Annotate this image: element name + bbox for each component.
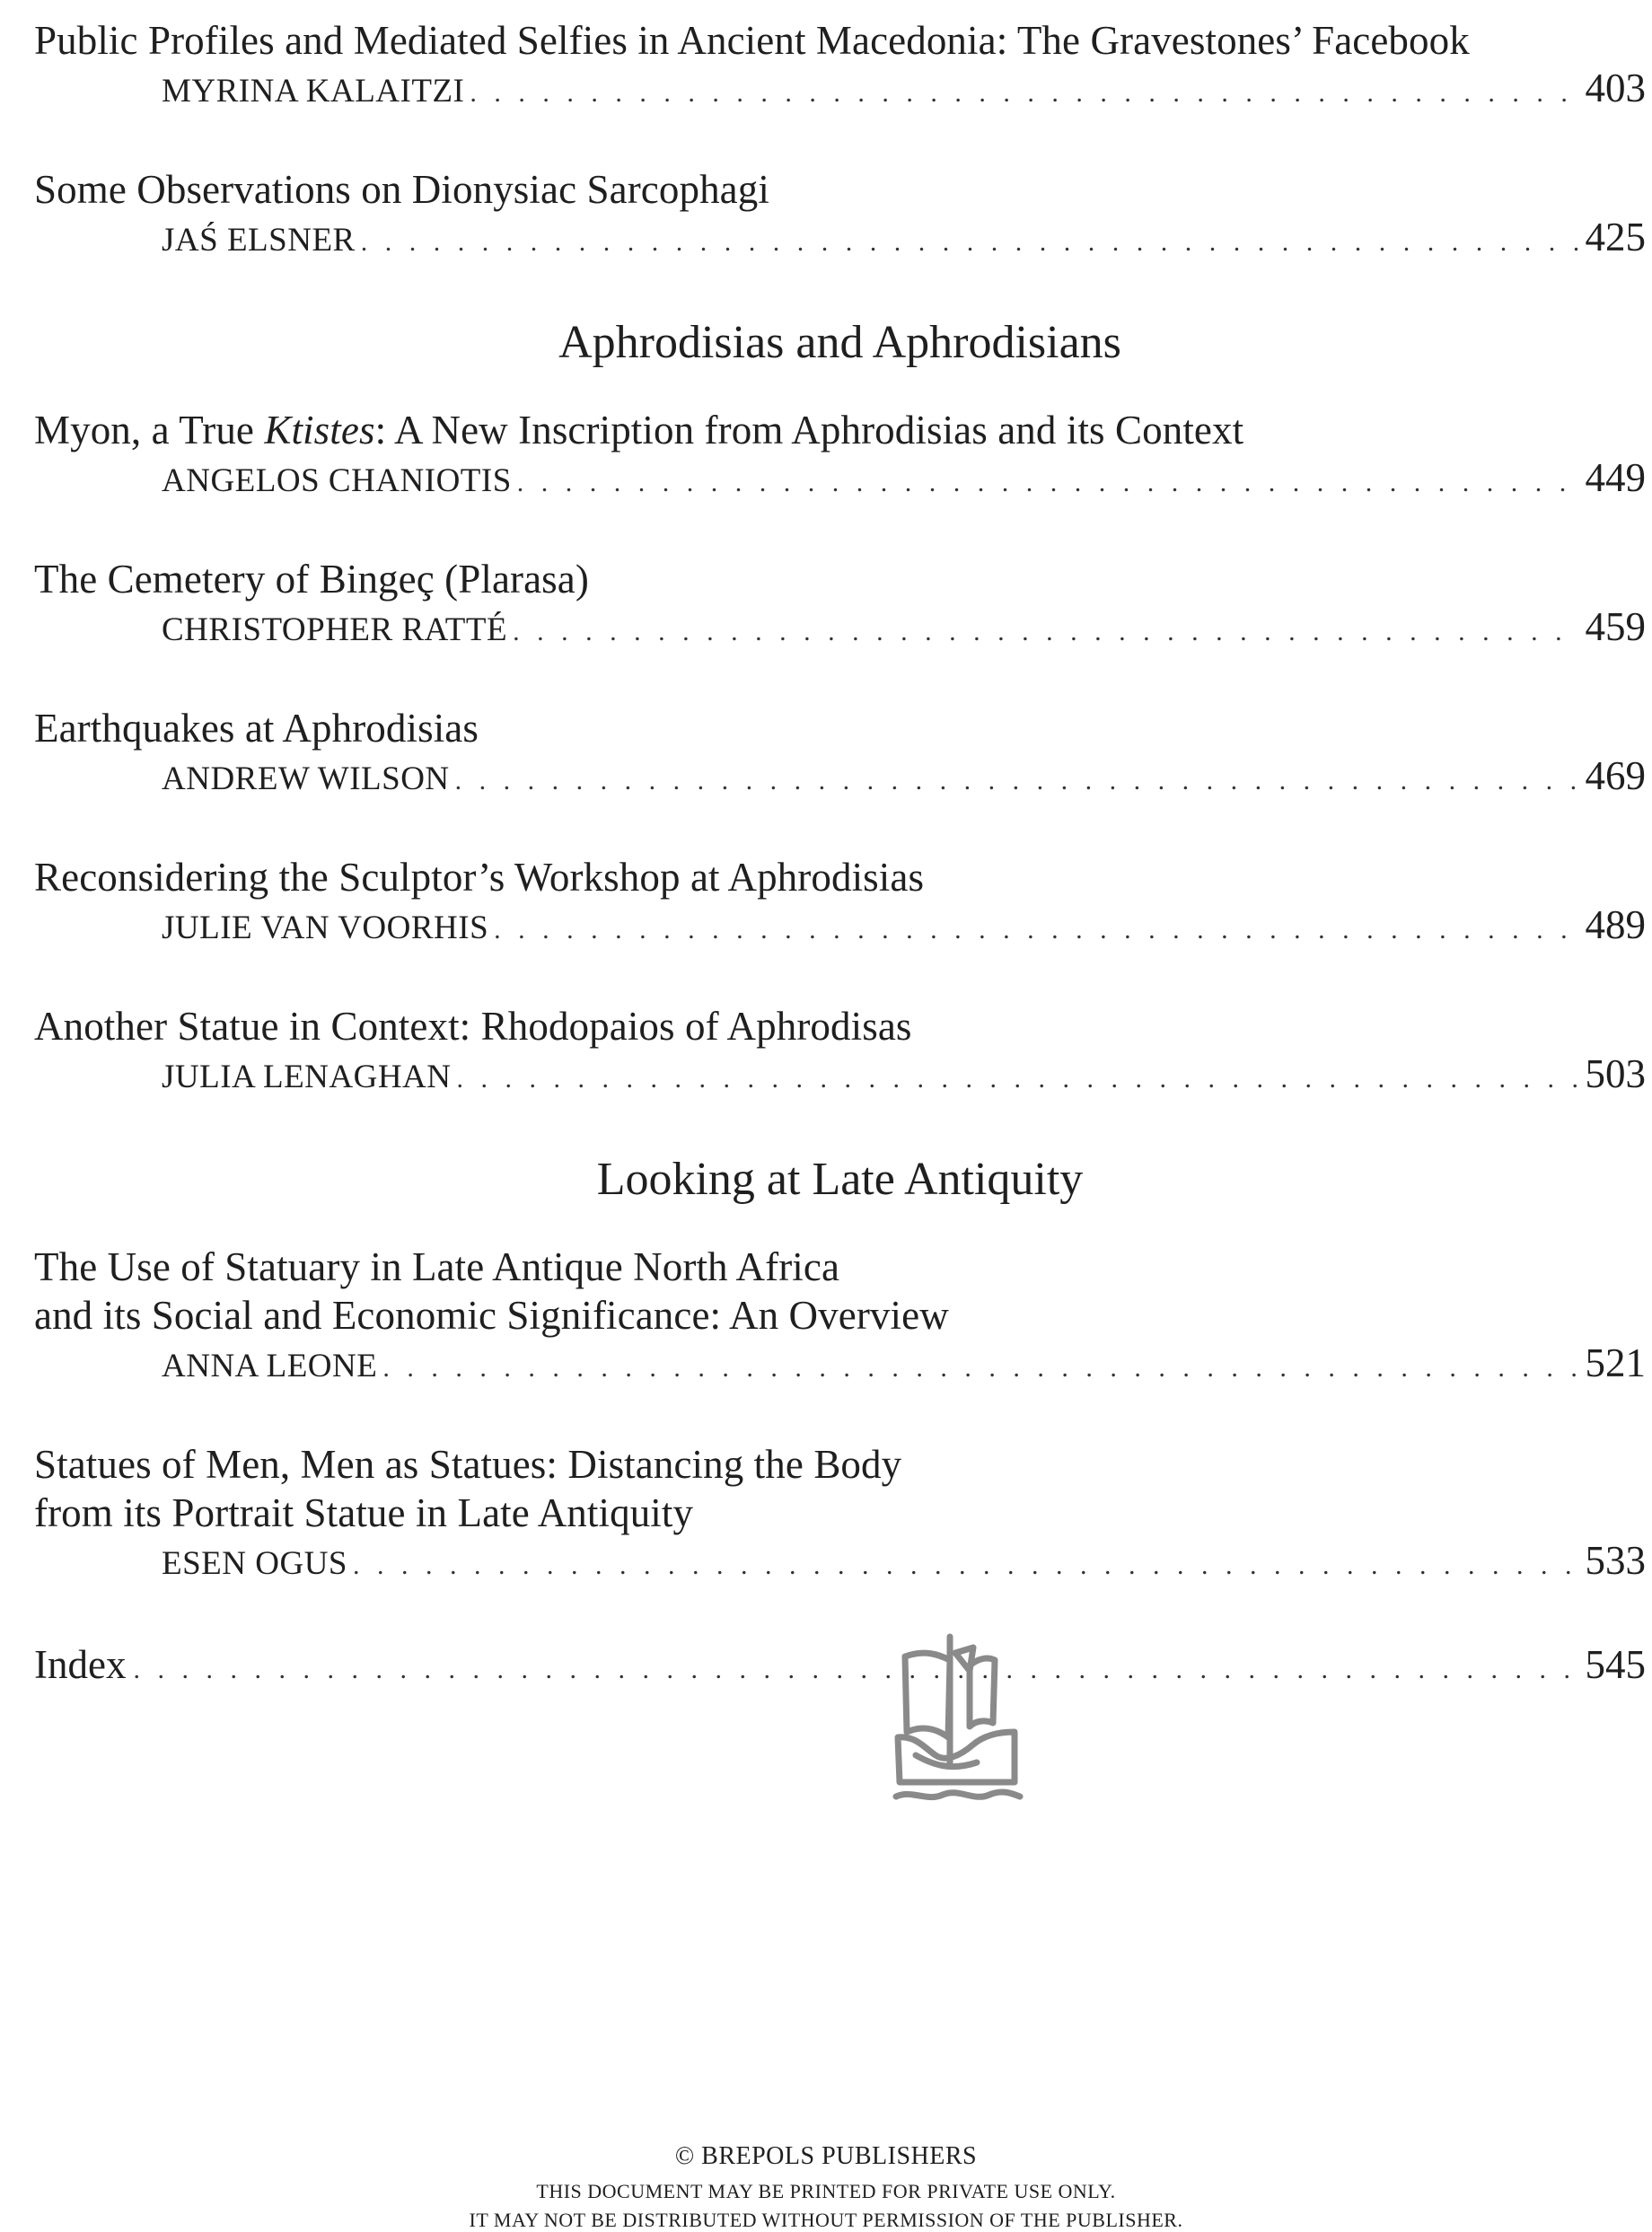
entry-author: ANNA LEONE [162, 1348, 378, 1384]
entry-author-row [34, 454, 1646, 506]
entry-author: CHRISTOPHER RATTÉ [162, 611, 508, 648]
entry-page-number: 403 [1585, 66, 1646, 110]
entry-author-row [34, 65, 1646, 117]
entry-author: ANDREW WILSON [162, 760, 450, 797]
index-page-number: 545 [1585, 1642, 1646, 1687]
footer-notice: THIS DOCUMENT MAY BE PRINTED FOR PRIVATE USE ONLY. [536, 2180, 1116, 2202]
index-entry [34, 1638, 1646, 1697]
toc-entry [34, 1440, 1646, 1589]
entry-page-number: 489 [1585, 902, 1646, 947]
entry-page-number: 469 [1585, 753, 1646, 798]
entry-author-row [34, 1050, 1646, 1103]
entry-title: Another Statue in Context: Rhodopaios of Aphrodisas [34, 1004, 912, 1049]
table-of-contents [34, 16, 1646, 1697]
leader-dots [457, 1056, 1580, 1103]
entry-author-row [34, 901, 1646, 953]
entry-page-number: 459 [1585, 604, 1646, 649]
entry-title: Earthquakes at Aphrodisias [34, 706, 479, 751]
leader-dots [517, 460, 1580, 506]
toc-entry [34, 1243, 1646, 1392]
entry-author: JULIA LENAGHAN [162, 1059, 452, 1095]
entry-author: JAŚ ELSNER [162, 222, 356, 259]
entry-author: MYRINA KALAITZI [162, 73, 465, 110]
entry-page-number: 449 [1585, 455, 1646, 500]
footer-copyright: © BREPOLS PUBLISHERS [674, 2142, 978, 2170]
leader-dots [361, 219, 1580, 266]
entry-page-number: 503 [1585, 1051, 1646, 1096]
entry-title: Statues of Men, Men as Statues: Distancing the Body from its Portrait Statue in Late Antiquity [34, 1442, 902, 1535]
leader-dots [382, 1345, 1579, 1392]
toc-entry [34, 165, 1646, 266]
entry-page-number: 521 [1585, 1340, 1646, 1385]
entry-title: Some Observations on Dionysiac Sarcophagi [34, 167, 769, 212]
leader-dots [133, 1643, 1577, 1697]
toc-entry [34, 16, 1646, 117]
entry-page-number: 425 [1585, 215, 1646, 259]
toc-entry [34, 853, 1646, 953]
toc-entry [34, 406, 1646, 506]
toc-entry [34, 1002, 1646, 1103]
leader-dots [513, 609, 1579, 655]
leader-dots [455, 758, 1580, 804]
entry-author: ESEN OGUS [162, 1545, 347, 1582]
leader-dots [494, 907, 1579, 953]
toc-entry [34, 704, 1646, 804]
section-heading: Looking at Late Antiquity [596, 1154, 1084, 1205]
entry-page-number: 533 [1585, 1538, 1646, 1583]
leader-dots [353, 1542, 1580, 1589]
entry-title: Myon, a True Ktistes: A New Inscription from Aphrodisias and its Context [34, 408, 1244, 453]
entry-title: The Cemetery of Bingeç (Plarasa) [34, 557, 589, 602]
entry-author-row [34, 603, 1646, 655]
entry-title: Reconsidering the Sculptor’s Workshop at Aphrodisias [34, 855, 925, 900]
index-label: Index [34, 1642, 127, 1687]
entry-title: Public Profiles and Mediated Selfies in Ancient Macedonia: The Gravestones’ Facebook [34, 18, 1470, 63]
leader-dots [470, 70, 1579, 117]
toc-entry [34, 555, 1646, 655]
section-heading: Aphrodisias and Aphrodisians [558, 317, 1121, 368]
entry-author-row [34, 1537, 1646, 1589]
entry-author: ANGELOS CHANIOTIS [162, 462, 512, 499]
footer-notice-2: IT MAY NOT BE DISTRIBUTED WITHOUT PERMISSION OF THE PUBLISHER. [469, 2209, 1183, 2231]
entry-title: The Use of Statuary in Late Antique North Africa and its Social and Economic Significance: An Overview [34, 1244, 949, 1338]
entry-author-row [34, 214, 1646, 266]
entry-author-row [34, 1340, 1646, 1392]
entry-author: JULIE VAN VOORHIS [162, 909, 489, 946]
entry-author-row [34, 752, 1646, 804]
ship-icon [880, 1630, 1032, 1809]
